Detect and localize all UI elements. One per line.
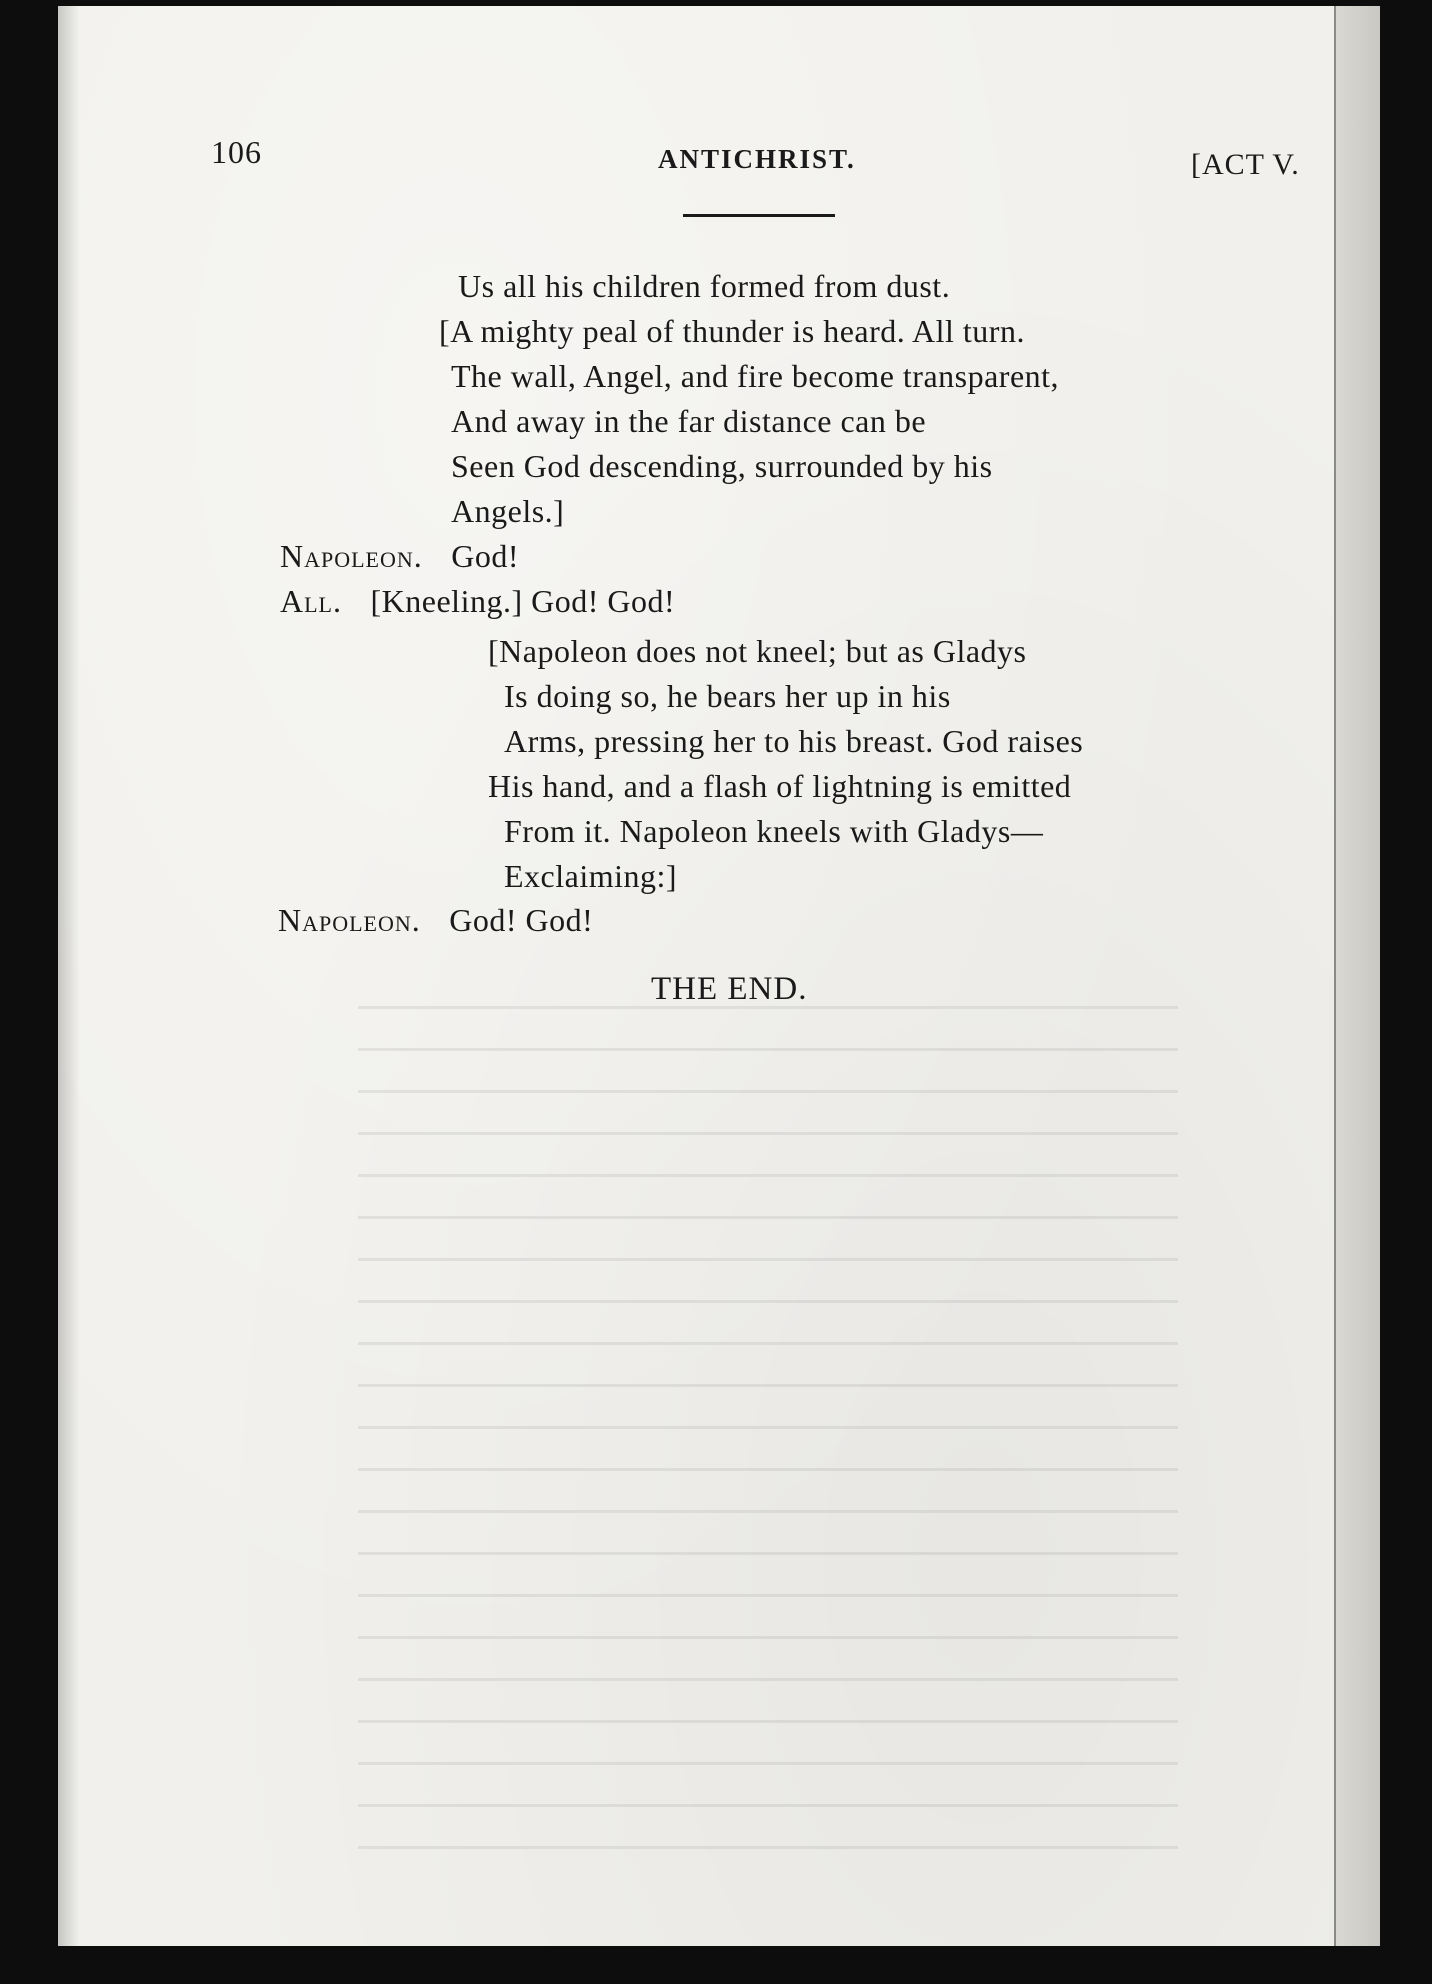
- stage-direction-line: Seen God descending, surrounded by his: [451, 448, 993, 484]
- book-page: [58, 6, 1380, 1946]
- stage-direction-line: And away in the far distance can be: [451, 403, 927, 439]
- speech-napoleon-1: [280, 538, 519, 575]
- page-edge: [1334, 6, 1380, 1946]
- stage-direction-line: Arms, pressing her to his breast. God raises: [504, 723, 1084, 759]
- speech-napoleon-2: [278, 902, 593, 939]
- running-title: ANTICHRIST.: [658, 144, 856, 174]
- verse-line: Us all his children formed from dust.: [458, 268, 951, 304]
- speaker-name: Napoleon.: [278, 902, 421, 938]
- page-number: 106: [211, 134, 262, 170]
- speech-text: God! God!: [449, 902, 594, 938]
- stage-direction-line: From it. Napoleon kneels with Gladys—: [504, 813, 1044, 849]
- header-rule: [683, 214, 835, 217]
- stage-direction-line: Is doing so, he bears her up in his: [504, 678, 951, 714]
- stage-direction-line: The wall, Angel, and fire become transparent,: [451, 358, 1060, 394]
- stage-direction-line: [Napoleon does not kneel; but as Gladys: [488, 633, 1027, 669]
- speech-text: [Kneeling.] God! God!: [370, 583, 676, 619]
- speech-text: God!: [451, 538, 520, 574]
- speech-all: [280, 583, 675, 620]
- stage-direction-line: His hand, and a flash of lightning is emitted: [488, 768, 1072, 804]
- act-label: [ACT V.: [1191, 148, 1300, 181]
- the-end: THE END.: [651, 971, 808, 1007]
- show-through-text: [358, 1006, 1178, 1866]
- stage-direction-line: [A mighty peal of thunder is heard. All turn.: [439, 313, 1025, 349]
- stage-direction-line: Angels.]: [451, 493, 565, 529]
- speaker-name: All.: [280, 583, 342, 619]
- spine-shadow: [58, 6, 80, 1946]
- stage-direction-line: Exclaiming:]: [504, 858, 678, 894]
- speaker-name: Napoleon.: [280, 538, 423, 574]
